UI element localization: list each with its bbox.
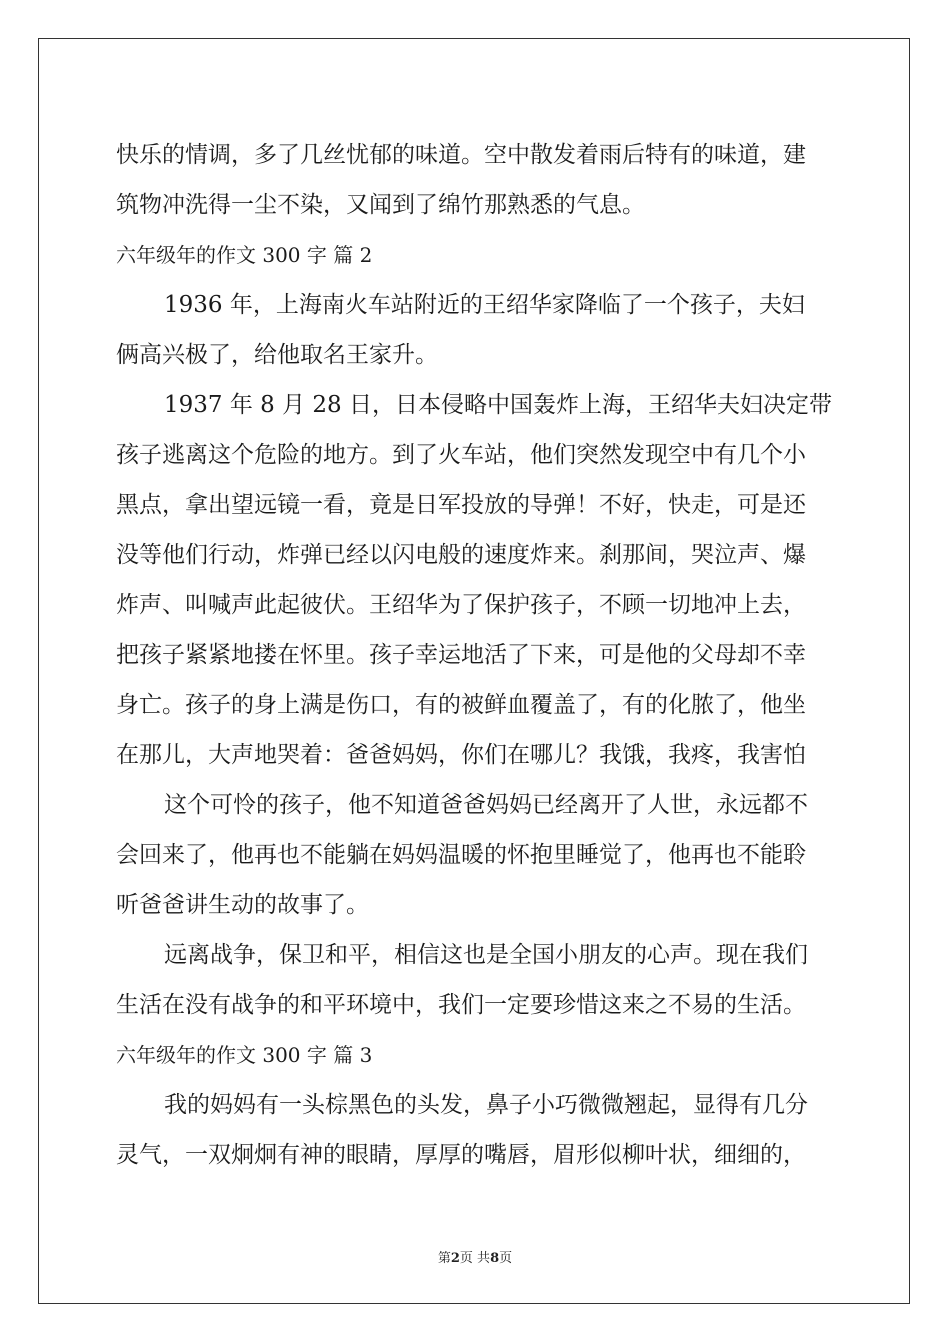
text-line: 把孩子紧紧地搂在怀里。孩子幸运地活了下来，可是他的父母却不幸: [116, 642, 806, 668]
text-line: 听爸爸讲生动的故事了。: [116, 892, 369, 918]
text-line: 我的妈妈有一头棕黑色的头发，鼻子小巧微微翘起，显得有几分: [164, 1092, 808, 1118]
page-separator: 页 共: [459, 1251, 491, 1266]
page-suffix: 页: [499, 1251, 513, 1266]
text-line: 这个可怜的孩子，他不知道爸爸妈妈已经离开了人世，永远都不: [164, 792, 808, 818]
document-body: [116, 130, 834, 1180]
text-line: 快乐的情调，多了几丝忧郁的味道。空中散发着雨后特有的味道，建: [116, 142, 806, 168]
text-line: 会回来了，他再也不能躺在妈妈温暖的怀抱里睡觉了，他再也不能聆: [116, 842, 806, 868]
text-line: 炸声、叫喊声此起彼伏。王绍华为了保护孩子，不顾一切地冲上去，: [116, 592, 806, 618]
text-line: 俩高兴极了，给他取名王家升。: [116, 342, 438, 368]
page-prefix: 第: [437, 1251, 451, 1266]
text-line: 灵气，一双炯炯有神的眼睛，厚厚的嘴唇，眉形似柳叶状，细细的，: [116, 1142, 806, 1168]
text-line: 1936 年，上海南火车站附近的王绍华家降临了一个孩子，夫妇: [164, 292, 805, 318]
text-line: 身亡。孩子的身上满是伤口，有的被鲜血覆盖了，有的化脓了，他坐: [116, 692, 806, 718]
text-line: 1937 年 8 月 28 日，日本侵略中国轰炸上海，王绍华夫妇决定带: [164, 392, 832, 418]
text-line: 没等他们行动，炸弹已经以闪电般的速度炸来。刹那间，哭泣声、爆: [116, 542, 806, 568]
section-heading: 六年级年的作文 300 字 篇 2: [116, 243, 373, 267]
current-page-number: 2: [450, 1251, 460, 1266]
text-line: 孩子逃离这个危险的地方。到了火车站，他们突然发现空中有几个小: [116, 442, 806, 468]
page-footer: [0, 1247, 950, 1266]
text-line: 黑点，拿出望远镜一看，竟是日军投放的导弹！不好，快走，可是还: [116, 492, 806, 518]
text-line: 生活在没有战争的和平环境中，我们一定要珍惜这来之不易的生活。: [116, 992, 806, 1018]
text-line: 远离战争，保卫和平，相信这也是全国小朋友的心声。现在我们: [164, 942, 808, 968]
text-line: 筑物冲洗得一尘不染，又闻到了绵竹那熟悉的气息。: [116, 192, 645, 218]
total-pages-number: 8: [490, 1251, 500, 1266]
text-line: 在那儿，大声地哭着：爸爸妈妈，你们在哪儿？我饿，我疼，我害怕: [116, 742, 806, 768]
section-heading: 六年级年的作文 300 字 篇 3: [116, 1043, 373, 1067]
